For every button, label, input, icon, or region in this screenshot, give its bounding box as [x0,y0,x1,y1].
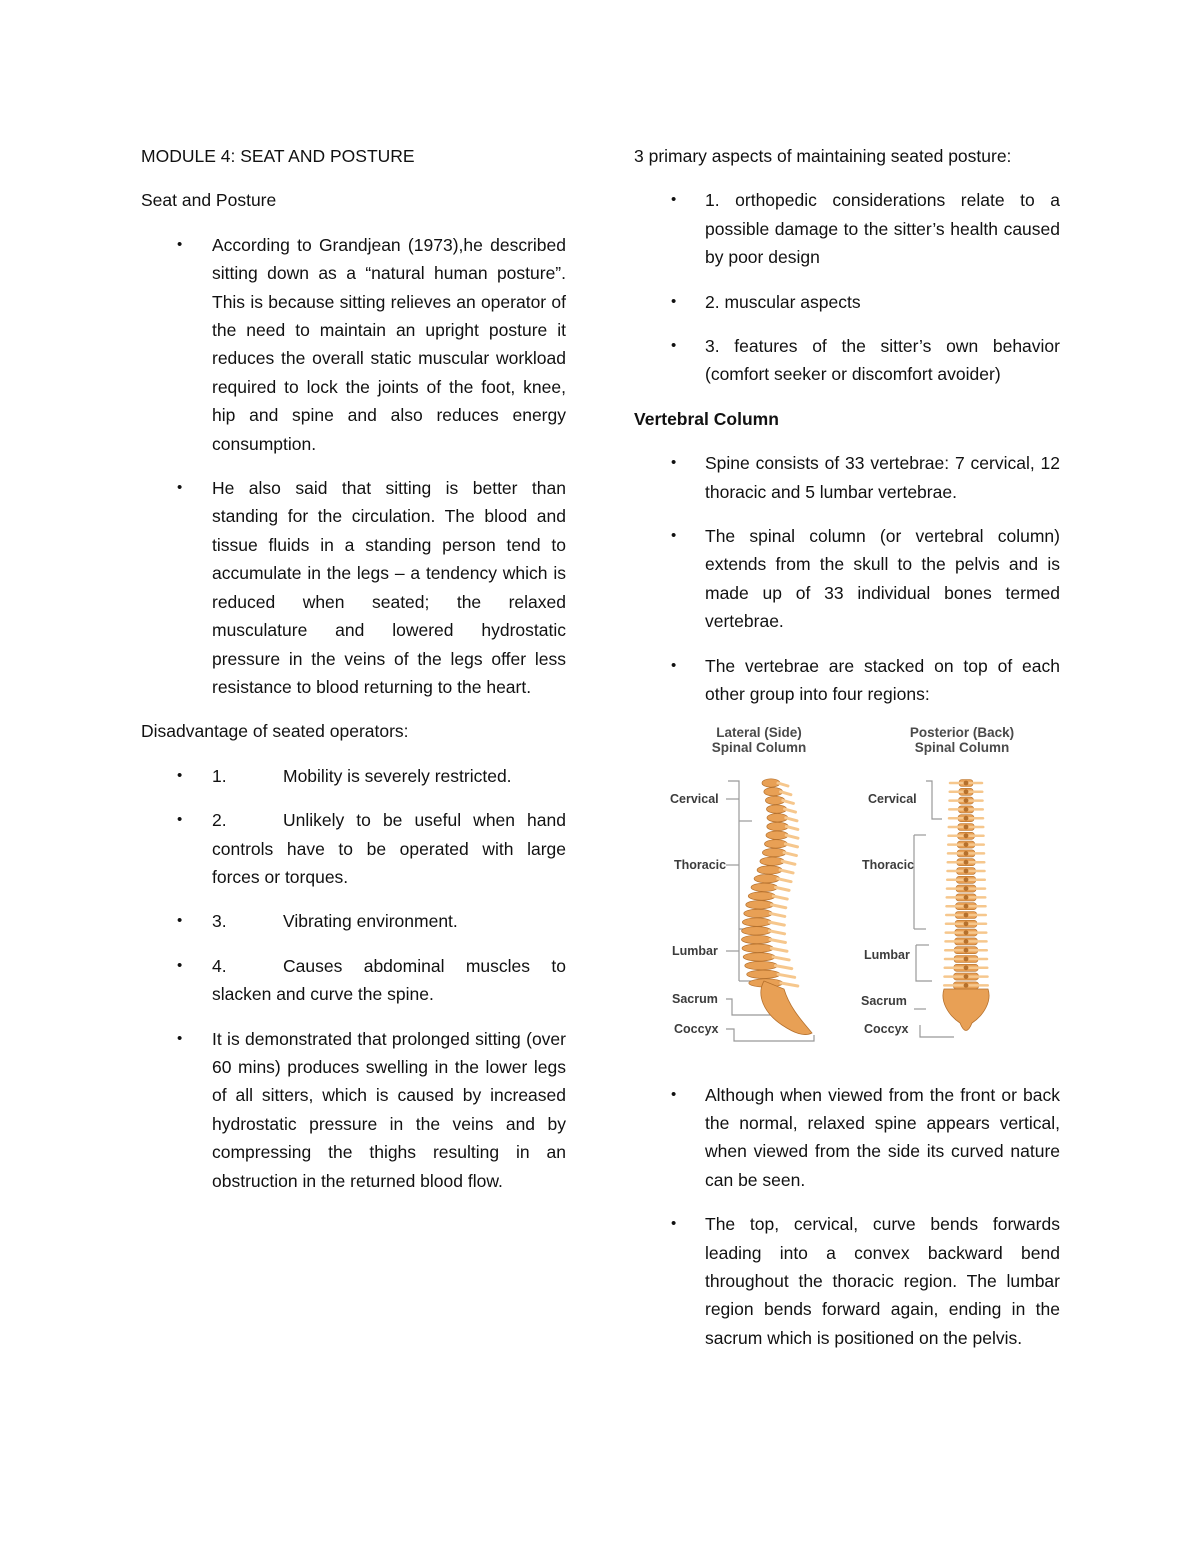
vertebra-lateral [745,961,778,969]
aspects-title: 3 primary aspects of maintaining seated posture: [634,146,1012,166]
spinous-process [786,826,798,829]
posterior-spine [943,779,989,1030]
bullet-icon: • [177,766,183,784]
spinous-tip [964,947,969,952]
aspects-list [634,186,1060,388]
posterior-label-coccyx: Coccyx [864,1021,909,1036]
list-item: • According to Grandjean (1973),he described sitting down as a “natural human posture”. This is because sitting relieves an operator of the need to maintain an upright posture it reduces the overall static muscular workload required to lock the joints of the foot, knee, hip and spine and also reduces energy consumption. [141,231,566,458]
spinous-tip [964,798,969,803]
list-item: • The vertebrae are stacked on top of each other group into four regions: [634,652,1060,709]
list-item: • 3. Vibrating environment. [141,907,566,935]
disadvantage-title: Disadvantage of seated operators: [141,721,409,742]
spinal-column-figure [634,719,1060,1059]
spinous-process [769,930,784,933]
spinous-tip [964,930,969,935]
spine-illustration [664,719,1044,1049]
spinous-tip [964,895,969,900]
spinous-process [786,817,797,820]
spinous-tip [964,807,969,812]
spinous-tip [964,903,969,908]
spinous-process [778,783,788,786]
module-title: MODULE 4: SEAT AND POSTURE [141,146,415,166]
spinous-process [770,913,785,916]
list-item: • 2. Unlikely to be useful when hand controls have to be operated with large forces or torques. [141,806,566,891]
bullet-icon: • [671,656,677,674]
spinous-process [772,904,786,907]
spinous-tip [964,851,969,856]
curvature-list [634,1081,1060,1353]
bullet-icon: • [177,479,183,497]
spinous-process [784,852,796,855]
list-item: • He also said that sitting is better than standing for the circulation. The blood and tissue fluids in a standing person tend to accumulate in the legs – a tendency which is reduced when seated; the relaxed musculature and lowered hydrostatic pressure in the veins of the legs offer less resistance to blood returning to the heart. [141,474,566,701]
spinous-tip [964,921,969,926]
spinous-process [773,896,787,899]
spinous-process [785,843,797,846]
section-title: Seat and Posture [141,190,277,211]
vertebra-lateral [744,909,773,917]
list-item: • Although when viewed from the front or back the normal, relaxed spine appears vertical, when viewed from the side its curved nature can be seen. [634,1081,1060,1195]
vertebra-lateral [757,865,782,873]
bullet-icon: • [177,956,183,974]
spinous-process [778,878,791,881]
posterior-label-lumbar: Lumbar [864,947,910,962]
spinous-tip [964,983,969,988]
spinous-process [775,887,789,890]
spinous-tip [964,956,969,961]
bullet-icon: • [671,292,677,310]
spinous-process [785,809,796,812]
vertebra-lateral [742,926,772,934]
spinous-process [786,835,798,838]
bullet-icon: • [177,912,183,930]
vertebra-lateral [760,857,784,865]
list-item: • It is demonstrated that prolonged sitting (over 60 mins) produces swelling in the lower legs of all sitters, which is caused by increased hydrostatic pressure in the veins and by compressing the thighs resulting in an obstruction in the returned blood flow. [141,1025,566,1195]
vertebra-lateral [747,970,780,978]
spinous-tip [964,877,969,882]
list-item: • The top, cervical, curve bends forwards leading into a convex backward bend throughout the thoracic region. The lumbar region bends forward again, ending in the sacrum which is positioned on the pelvis. [634,1210,1060,1352]
bullet-icon: • [671,191,677,209]
lateral-title-line2: Spinal Column [711,739,807,755]
spinous-process [775,965,791,968]
posterior-title-line1: Posterior (Back) [909,724,1015,740]
bullet-icon: • [671,1085,677,1103]
bullet-icon: • [671,337,677,355]
spinous-tip [964,939,969,944]
lateral-label-sacrum: Sacrum [672,991,718,1006]
spinous-tip [964,842,969,847]
right-column [634,142,1060,1368]
vertebra-lateral [754,874,780,882]
vertebra-lateral [742,944,773,952]
list-item: • 3. features of the sitter’s own behavior (comfort seeker or discomfort avoider) [634,332,1060,389]
spinous-tip [964,868,969,873]
list-item: • 1. Mobility is severely restricted. [141,762,566,790]
bullet-icon: • [177,1029,183,1047]
sacrum-posterior [943,989,989,1031]
spinous-process [781,791,791,794]
list-item: • The spinal column (or vertebral column) extends from the skull to the pelvis and is made up of 33 individual bones termed vertebrae. [634,522,1060,636]
spinous-tip [964,886,969,891]
vertebra-lateral [743,952,775,960]
spinous-tip [964,789,969,794]
spinous-process [770,922,785,925]
spinous-process [773,956,789,959]
vertebra-lateral [742,917,771,925]
posterior-title-line2: Spinal Column [914,739,1010,755]
list-item: • 2. muscular aspects [634,288,1060,316]
vertebral-title: Vertebral Column [634,408,779,429]
vertebra-lateral [741,935,772,943]
spinous-tip [964,833,969,838]
spinous-process [782,861,795,864]
vertebra-lateral [748,891,775,899]
list-item: • Spine consists of 33 vertebrae: 7 cervical, 12 thoracic and 5 lumbar vertebrae. [634,449,1060,506]
spinous-tip [964,965,969,970]
disadvantage-list [141,762,566,1195]
vertebra-lateral [762,848,786,856]
list-item: • 4. Causes abdominal muscles to slacken and curve the spine. [141,952,566,1009]
spinous-tip [964,780,969,785]
lateral-label-lumbar: Lumbar [672,943,718,958]
spinous-tip [964,859,969,864]
lateral-label-coccyx: Coccyx [674,1021,719,1036]
spinous-tip [964,824,969,829]
spinous-process [771,948,787,951]
vertebral-list [634,449,1060,708]
spinous-process [781,983,798,986]
vertebra-lateral [751,883,777,891]
spinous-tip [964,815,969,820]
bullet-icon: • [671,527,677,545]
lateral-title-line1: Lateral (Side) [716,724,802,740]
spinous-process [778,974,795,977]
left-column [141,142,566,1211]
bullet-icon: • [671,1215,677,1233]
lateral-label-thoracic: Thoracic [674,857,727,872]
posterior-label-thoracic: Thoracic [862,857,915,872]
bullet-icon: • [177,811,183,829]
bullet-icon: • [177,235,183,253]
spinous-process [783,800,794,803]
list-item: • 1. orthopedic considerations relate to a possible damage to the sitter’s health caused by poor design [634,186,1060,271]
lateral-spine [741,778,812,1034]
vertebra-lateral [746,900,774,908]
posterior-label-sacrum: Sacrum [861,993,907,1008]
bullet-icon: • [671,454,677,472]
seat-posture-list [141,231,566,702]
sacrum-lateral [761,981,812,1035]
spinous-process [770,939,785,942]
spinous-tip [964,974,969,979]
spinous-process [780,869,793,872]
posterior-label-cervical: Cervical [868,791,917,806]
spinous-tip [964,912,969,917]
lateral-label-cervical: Cervical [670,791,719,806]
